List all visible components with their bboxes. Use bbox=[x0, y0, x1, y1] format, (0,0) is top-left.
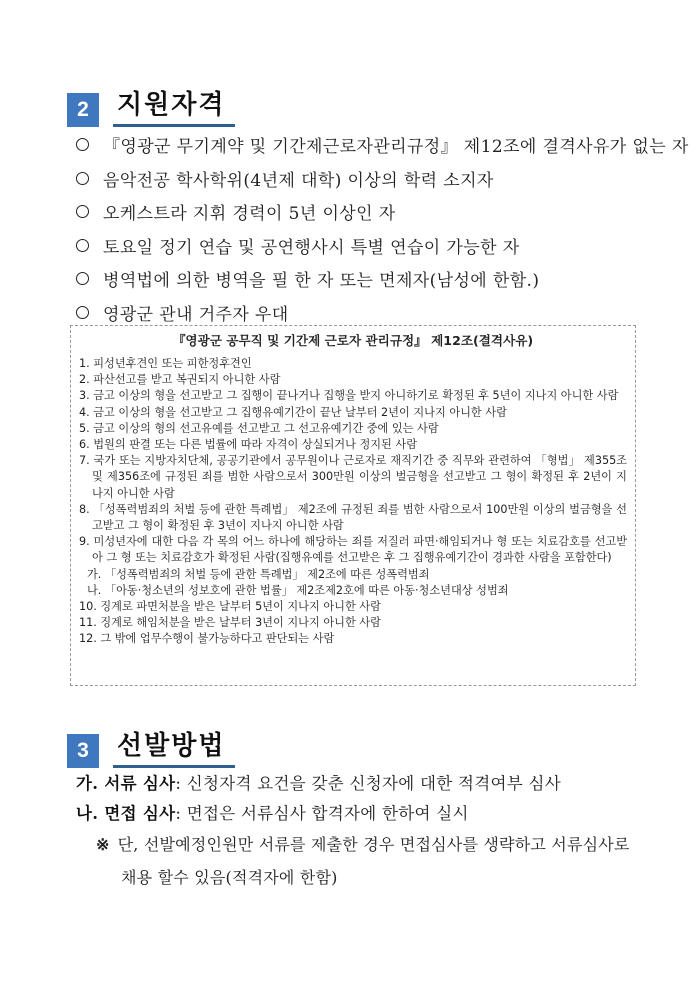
method-label: 가. 서류 심사 bbox=[76, 774, 176, 793]
method-text: : 신청자격 요건을 갖춘 신청자에 대한 적격여부 심사 bbox=[175, 774, 562, 793]
list-item-text: 음악전공 학사학위(4년제 대학) 이상의 학력 소지자 bbox=[103, 170, 494, 191]
list-item: 3. 금고 이상의 형을 선고받고 그 집행이 끝나거나 집행을 받지 아니하기로 확정된 후 5년이 지나지 아니한 사람 bbox=[79, 389, 619, 403]
list-item: 10. 징계로 파면처분을 받은 날부터 5년이 지나지 아니한 사람 bbox=[79, 600, 381, 614]
note-text: 단, 선발예정인원만 서류를 제출한 경우 면접심사를 생략하고 서류심사로 bbox=[117, 835, 630, 854]
list-item bbox=[76, 296, 656, 330]
section-number-badge: 2 bbox=[67, 93, 99, 127]
circle-bullet-icon bbox=[76, 239, 89, 252]
list-item: 11. 징계로 해임처분을 받은 날부터 3년이 지나지 아니한 사람 bbox=[79, 616, 381, 630]
list-item: 7. 국가 또는 지방자치단체, 공공기관에서 공무원이나 근로자로 재직기간 중 직무와 관련하여 「형법」 제355조 및 제356조에 규정된 죄를 범한 사람으로서 300만원 이상의 벌금형을 선고받고 그 형이 확정된 후 2년이 지나지 아니한 사람 bbox=[79, 454, 627, 500]
sub-list-item: 가. 「성폭력범죄의 처벌 등에 관한 특례법」 제2조에 따른 성폭력범죄 bbox=[87, 567, 430, 581]
sub-list-item: 나. 「아동·청소년의 성보호에 관한 법률」 제2조제2호에 따른 아동·청소년대상 성범죄 bbox=[87, 583, 509, 597]
circle-bullet-icon bbox=[76, 272, 89, 285]
disqualification-rules-box bbox=[70, 325, 636, 686]
disqualification-list bbox=[79, 356, 627, 648]
section-title: 선발방법 bbox=[113, 729, 235, 768]
list-item: 8. 「성폭력범죄의 처벌 등에 관한 특례법」 제2조에 규정된 죄를 범한 사람으로서 100만원 이상의 벌금형을 선고받고 그 형이 확정된 후 3년이 지나지 아니한 사람 bbox=[79, 502, 627, 533]
qualification-list bbox=[76, 128, 689, 329]
circle-bullet-icon bbox=[76, 138, 89, 151]
note-line-2: 채용 할수 있음(적격자에 한함) bbox=[121, 868, 338, 887]
list-item: 1. 피성년후견인 또는 피한정후견인 bbox=[79, 357, 252, 370]
list-item bbox=[76, 262, 656, 296]
method-label: 나. 면접 심사 bbox=[76, 804, 176, 823]
reference-mark-icon: ※ bbox=[96, 835, 110, 854]
list-item bbox=[76, 162, 656, 196]
list-item bbox=[76, 195, 656, 229]
list-item: 4. 금고 이상의 형을 선고받고 그 집행유예기간이 끝난 날부터 2년이 지나지 아니한 사람 bbox=[79, 405, 507, 419]
method-text: : 면접은 서류심사 합격자에 한하여 실시 bbox=[175, 804, 469, 823]
list-item-text: 오케스트라 지휘 경력이 5년 이상인 자 bbox=[103, 204, 396, 225]
law-box-title: 『영광군 공무직 및 기간제 근로자 관리규정』 제12조(결격사유) bbox=[172, 333, 534, 348]
list-item-text: 병역법에 의한 병역을 필 한 자 또는 면제자(남성에 한함.) bbox=[103, 271, 540, 292]
note-line-1 bbox=[96, 828, 646, 861]
interview-method bbox=[76, 800, 656, 824]
list-item-text: 영광군 관내 거주자 우대 bbox=[103, 304, 289, 325]
list-item-text: 『영광군 무기계약 및 기간제근로자관리규정』 제12조에 결격사유가 없는 자 bbox=[103, 137, 689, 158]
document-review-method bbox=[76, 770, 656, 794]
list-item: 9. 미성년자에 대한 다음 각 목의 어느 하나에 해당하는 죄를 저질러 파면·해임되거나 형 또는 치료감호를 선고받아 그 형 또는 치료감호가 확정된 사람(집행유예를 선고받은 후 그 집행유예기간이 경과한 사람을 포함한다) bbox=[79, 535, 627, 565]
list-item: 2. 파산선고를 받고 복권되지 아니한 사람 bbox=[79, 373, 281, 387]
section-2-header bbox=[67, 88, 235, 127]
circle-bullet-icon bbox=[76, 306, 89, 319]
section-3-header bbox=[67, 729, 235, 768]
list-item: 12. 그 밖에 업무수행이 불가능하다고 판단되는 사람 bbox=[79, 632, 335, 646]
section-number-badge: 3 bbox=[67, 734, 99, 768]
circle-bullet-icon bbox=[76, 172, 89, 185]
selection-note bbox=[96, 828, 646, 894]
list-item bbox=[76, 128, 689, 162]
circle-bullet-icon bbox=[76, 205, 89, 218]
list-item bbox=[76, 229, 656, 263]
list-item-text: 토요일 정기 연습 및 공연행사시 특별 연습이 가능한 자 bbox=[103, 237, 520, 258]
section-title: 지원자격 bbox=[113, 88, 235, 127]
list-item: 6. 법원의 판결 또는 다른 법률에 따라 자격이 상실되거나 정지된 사람 bbox=[79, 438, 418, 452]
list-item: 5. 금고 이상의 형의 선고유예를 선고받고 그 선고유예기간 중에 있는 사람 bbox=[79, 421, 439, 435]
